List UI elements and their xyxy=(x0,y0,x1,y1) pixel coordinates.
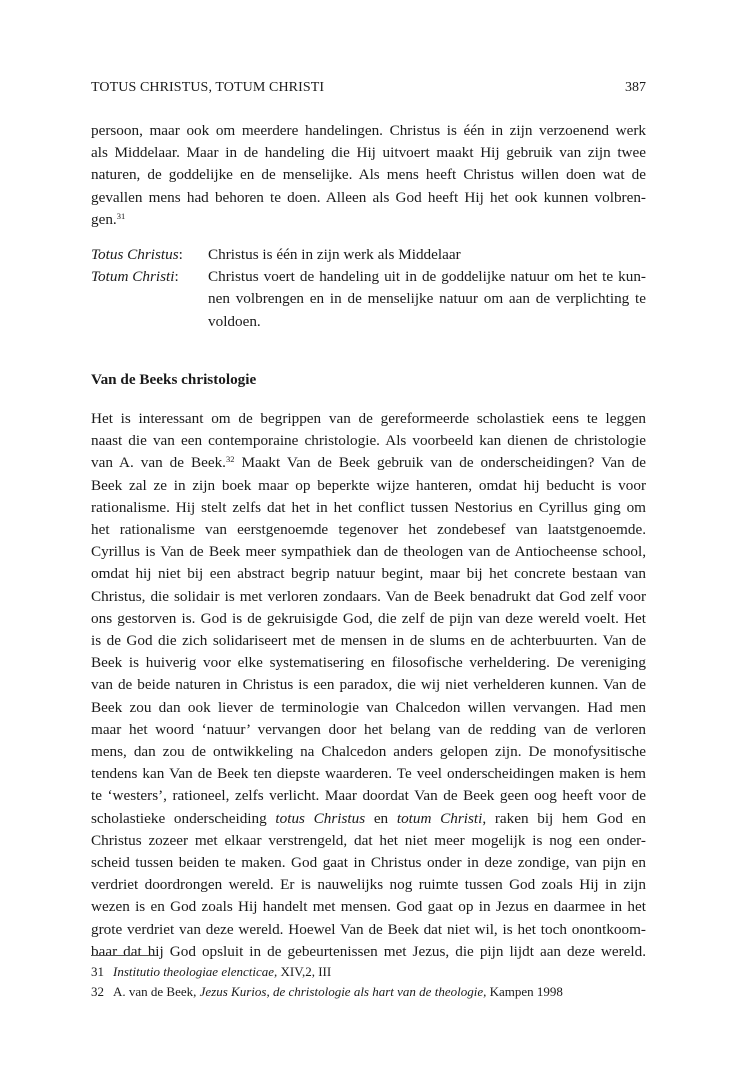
text-fragment: Maakt Van de Beek gebruik van de onderscheidingen? Van de xyxy=(234,454,646,472)
text-line: naast die van een contemporaine christologie. Als voorbeeld kan dienen de christologie xyxy=(91,432,646,450)
text-line: Christus, die solidair is met verloren zondaars. Van de Beek benadrukt dat God zelf voor xyxy=(91,587,646,605)
text-line: Het is interessant om de begrippen van de gereformeerde scholastiek eens te leggen xyxy=(91,410,646,427)
text-line xyxy=(91,452,646,474)
footnote-title: Jezus Kurios, de christologie als hart van de theologie, xyxy=(199,984,487,999)
text-fragment: en xyxy=(365,809,397,827)
text-line: scheid tussen beiden te maken. God gaat in Christus onder in deze zondige, van pijn en xyxy=(91,854,646,872)
footnote-rest: XIV,2, III xyxy=(277,964,332,979)
text-line: het rationalisme van eerstgenoemde tegenover het zondebesef van laatstgenoemde. xyxy=(91,521,646,539)
term-text: Totus Christus xyxy=(91,246,179,263)
text-line: Christus voert de handeling uit in de goddelijke natuur om het te kun- xyxy=(208,268,646,286)
definition-text xyxy=(208,244,646,266)
text-line: mens, dan zou de ontwikkeling na Chalcedon anders gelopen zijn. De monofysitische xyxy=(91,743,646,761)
text-line: tendens kan Van de Beek ten diepste waarderen. Te veel onderscheidingen maken is hem xyxy=(91,765,646,783)
text-line: rationalisme. Hij stelt zelfs dat het in het conflict tussen Nestorius en Cyrillus ging om xyxy=(91,498,646,516)
text-line: voldoen. xyxy=(208,312,261,330)
text-line: grote verdriet van deze wereld. Hoewel Van de Beek dat niet wil, is het toch onontkoom- xyxy=(91,920,646,938)
text-line: verdriet doordrongen wereld. Er is nauwelijks nog ruimte tussen God zoals Hij in zijn xyxy=(91,876,646,894)
text-line: is de God die zich solidariseert met de mensen in de slums en de achterbuurten. Van de xyxy=(91,632,646,650)
text-line: wezen is en God zoals Hij handelt met mensen. God gaat op in Jezus en daarmee in het xyxy=(91,898,646,916)
main-paragraph xyxy=(91,408,646,963)
footnote-reference[interactable]: 32 xyxy=(225,454,235,465)
footnote-divider xyxy=(91,955,157,956)
term-colon: : xyxy=(178,246,183,263)
text-fragment: van A. van de Beek. xyxy=(91,454,226,472)
term-text: Totum Christi xyxy=(91,268,175,286)
italic-term: totus Christus xyxy=(275,809,366,827)
text-fragment: , raken bij hem God en xyxy=(482,809,646,827)
definition-term xyxy=(91,266,179,288)
text-line xyxy=(91,209,646,231)
term-colon: : xyxy=(174,268,179,286)
footnote-title: Institutio theologiae elencticae, xyxy=(113,964,278,979)
footnotes xyxy=(91,962,563,1002)
footnote-rest: Kampen 1998 xyxy=(486,984,563,999)
definition-text xyxy=(208,266,646,333)
running-header xyxy=(91,79,646,97)
italic-term: totum Christi xyxy=(396,809,483,827)
text-line: gevallen mens had behoren te doen. Alleen als God heeft Hij het ook kunnen volbren- xyxy=(91,188,646,206)
text-line: persoon, maar ook om meerdere handelingen. Christus is één in zijn verzoenend werk xyxy=(91,122,646,139)
footnote-number: 32 xyxy=(91,984,104,999)
page-number: 387 xyxy=(625,80,646,95)
text-line: Beek zal ze in zijn boek maar op beperkte wijze hanteren, omdat hij beducht is voor xyxy=(91,476,646,494)
text-line: Beek is huiverig voor elke systematisering en filosofische verheldering. De vereniging xyxy=(91,654,646,672)
text-line: nen volbrengen en in de menselijke natuur om aan de verplichting te xyxy=(208,290,646,308)
footnote-number: 31 xyxy=(91,964,104,979)
footnote-item xyxy=(91,982,563,1002)
text-line: Beek zou dan ook liever de terminologie van Chalcedon willen vervangen. Had men xyxy=(91,698,646,716)
section-heading: Van de Beeks christologie xyxy=(91,371,257,388)
text-line: naturen, de goddelijke en de menselijke. Als mens heeft Christus willen doen wat de xyxy=(91,166,646,184)
footnote-item xyxy=(91,962,563,982)
text-line: Christus zozeer met elkaar verstrengeld, dat het niet meer mogelijk is nog een onder- xyxy=(91,831,646,849)
definition-row xyxy=(91,244,646,266)
text-line: maar het woord ‘natuur’ vervangen door het belang van de redding van de verloren xyxy=(91,720,646,738)
footnote-author: A. van de Beek, xyxy=(113,984,200,999)
text-line: van de beide naturen in Christus is een paradox, die wij niet verhelderen kunnen. Van de xyxy=(91,676,646,694)
text-line: omdat hij niet bij een abstract begrip natuur begint, maar bij het concrete bestaan van xyxy=(91,565,646,583)
text-line: als Middelaar. Maar in de handeling die Hij uitvoert maakt Hij gebruik van zijn twee xyxy=(91,144,646,162)
text-line: baar dat hij God opsluit in de gebeurtenissen met Jezus, die pijn lijdt aan deze wereld. xyxy=(91,942,646,960)
text-line: ons gestorven is. God is de gekruisigde God, die zelf de pijn van deze wereld voelt. Het xyxy=(91,609,646,627)
footnote-reference[interactable]: 31 xyxy=(116,210,126,221)
running-title: TOTUS CHRISTUS, TOTUM CHRISTI xyxy=(91,80,325,95)
definition-row xyxy=(91,266,646,333)
text-fragment: gen. xyxy=(91,210,117,228)
text-line: te ‘westers’, rationeel, zelfs verlicht. Maar doordat Van de Beek geen oog heeft voor de xyxy=(91,787,646,805)
top-paragraph xyxy=(91,120,646,231)
text-line: Christus is één in zijn werk als Middelaar xyxy=(208,246,461,263)
text-fragment: scholastieke onderscheiding xyxy=(91,809,276,827)
definition-term xyxy=(91,244,183,266)
definition-list xyxy=(91,244,646,333)
text-line xyxy=(91,808,646,830)
text-line: Cyrillus is Van de Beek meer sympathiek dan de theologen van de Antiocheense school, xyxy=(91,543,646,561)
